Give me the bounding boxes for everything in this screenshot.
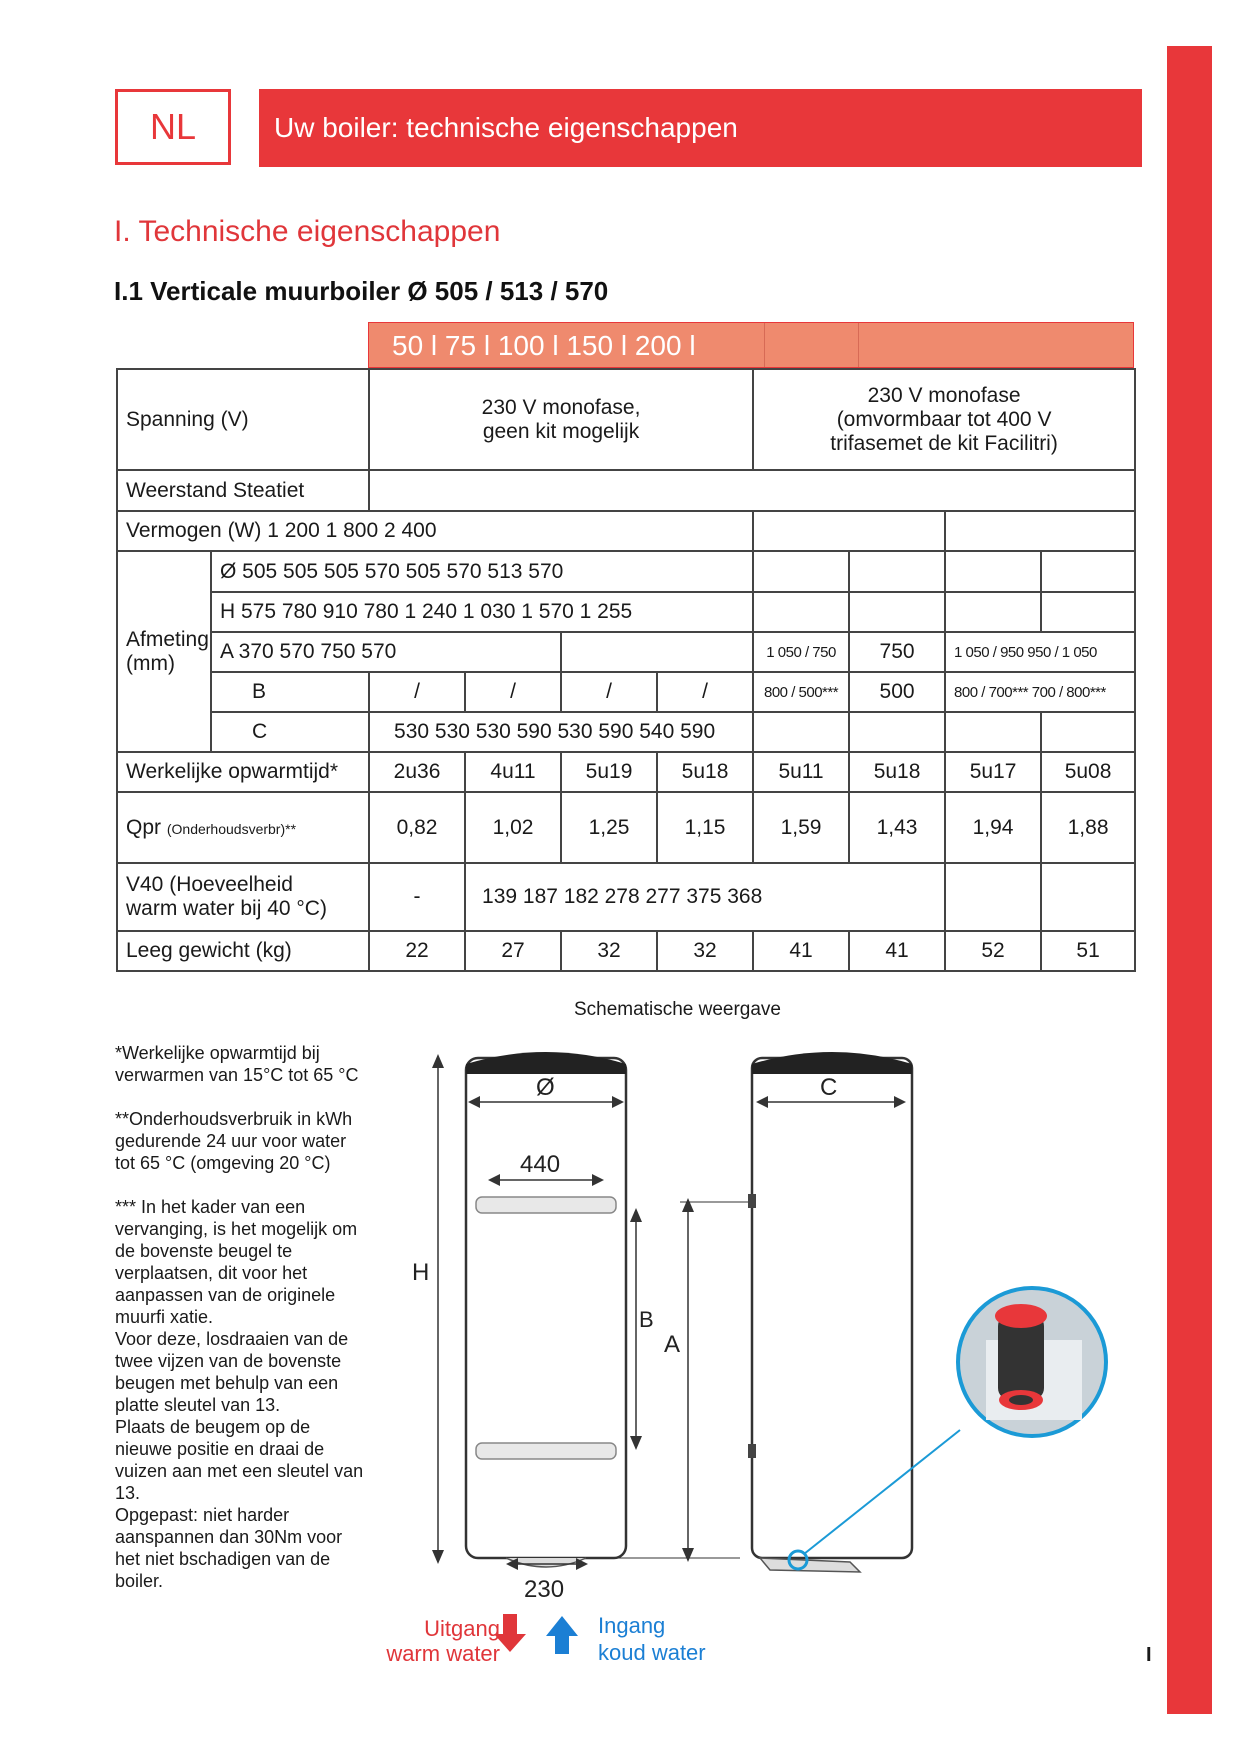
b-label: B [211, 672, 369, 712]
dimension-c: C [820, 1074, 838, 1101]
table-row [117, 792, 1135, 863]
afmeting-label [117, 551, 211, 752]
dimension-h: H [412, 1259, 430, 1286]
boiler-side-view [748, 1052, 912, 1572]
a-col5: 1 050 / 750 [753, 632, 849, 672]
dimension-230: 230 [524, 1576, 565, 1603]
boiler-diagram [380, 1040, 1140, 1660]
section-title: I. Technische eigenschappen [114, 215, 501, 248]
footnotes [115, 1042, 365, 1592]
specs-table [116, 368, 1136, 972]
afmeting-label-line: Afmeting [126, 627, 209, 651]
connector-zoom-detail [958, 1288, 1106, 1436]
opwarm-value: 5u18 [849, 752, 945, 792]
spanning-b-line: 230 V monofase [867, 383, 1021, 407]
boiler-front-view [466, 1052, 626, 1567]
inlet-label-line: Ingang [598, 1613, 666, 1638]
qpr-value: 0,82 [369, 792, 465, 863]
gewicht-label: Leeg gewicht (kg) [117, 931, 369, 971]
dimension-a: A [664, 1331, 681, 1358]
v40-label [117, 863, 369, 931]
spanning-b-line: trifasemet de kit Facilitri) [830, 431, 1058, 455]
table-row [117, 632, 1135, 672]
empty-cell [945, 551, 1041, 592]
dimension-diameter: Ø [536, 1074, 555, 1101]
page-header [259, 89, 1142, 167]
qpr-value: 1,94 [945, 792, 1041, 863]
afmeting-label-line: (mm) [126, 651, 175, 675]
table-row [117, 470, 1135, 511]
b-col78: 800 / 700*** 700 / 800*** [945, 672, 1135, 712]
dimension-440: 440 [520, 1151, 561, 1178]
empty-cell [1041, 551, 1135, 592]
empty-cell [1041, 863, 1135, 931]
qpr-value: 1,02 [465, 792, 561, 863]
gewicht-value: 41 [753, 931, 849, 971]
b-col5: 800 / 500*** [753, 672, 849, 712]
b-value: / [657, 672, 753, 712]
inlet-label-line: koud water [598, 1640, 706, 1665]
inlet-label [598, 1612, 706, 1666]
schema-title: Schematische weergave [574, 999, 781, 1020]
spanning-cell-b [753, 369, 1135, 470]
v40-row: 139 187 182 278 277 375 368 [465, 863, 945, 931]
empty-cell [849, 551, 945, 592]
qpr-label [117, 792, 369, 863]
opwarm-value: 5u18 [657, 752, 753, 792]
empty-cell [849, 712, 945, 752]
spanning-b-line: (omvormbaar tot 400 V [836, 407, 1052, 431]
language-label: NL [149, 106, 197, 147]
c-label: C [211, 712, 369, 752]
height-row: H 575 780 910 780 1 240 1 030 1 570 1 255 [211, 592, 753, 632]
empty-cell [945, 712, 1041, 752]
table-row [117, 592, 1135, 632]
spanning-a-line: geen kit mogelijk [482, 419, 640, 443]
empty-cell [1041, 712, 1135, 752]
footnote: Plaats de beugem op de nieuwe positie en draai de vuizen aan met een sleutel van 13. [115, 1417, 364, 1503]
a-col78: 1 050 / 950 950 / 1 050 [945, 632, 1135, 672]
outlet-label-line: warm water [386, 1641, 500, 1666]
gewicht-value: 51 [1041, 931, 1135, 971]
empty-cell [945, 592, 1041, 632]
empty-cell [561, 632, 753, 672]
header-title: Uw boiler: technische eigenschappen [274, 112, 738, 143]
b-value: / [561, 672, 657, 712]
opwarm-value: 5u17 [945, 752, 1041, 792]
empty-cell [1041, 592, 1135, 632]
opwarm-value: 4u11 [465, 752, 561, 792]
opwarm-value: 5u08 [1041, 752, 1135, 792]
diameter-row: Ø 505 505 505 570 505 570 513 570 [211, 551, 753, 592]
qpr-value: 1,15 [657, 792, 753, 863]
table-row [117, 511, 1135, 551]
qpr-value: 1,88 [1041, 792, 1135, 863]
qpr-label-main: Qpr [126, 815, 162, 839]
qpr-label-sub: (Onderhoudsverbr)** [166, 820, 297, 837]
gewicht-value: 32 [657, 931, 753, 971]
table-row [117, 551, 1135, 592]
outlet-label-line: Uitgang [424, 1616, 500, 1641]
qpr-value: 1,43 [849, 792, 945, 863]
empty-cell [753, 712, 849, 752]
v40-label-line: V40 (Hoeveelheid [126, 873, 293, 896]
side-accent-bar [1167, 46, 1212, 1714]
dimension-b: B [639, 1307, 654, 1332]
gewicht-value: 27 [465, 931, 561, 971]
qpr-value: 1,59 [753, 792, 849, 863]
empty-cell [849, 592, 945, 632]
v40-label-line: warm water bij 40 °C) [126, 897, 327, 920]
language-badge [115, 89, 231, 165]
b-value: / [369, 672, 465, 712]
gewicht-value: 22 [369, 931, 465, 971]
page-number: I [1146, 1644, 1152, 1666]
weerstand-label: Weerstand Steatiet [117, 470, 369, 511]
empty-cell [753, 551, 849, 592]
table-row [117, 712, 1135, 752]
a-col6: 750 [849, 632, 945, 672]
gewicht-value: 41 [849, 931, 945, 971]
spanning-label: Spanning (V) [117, 369, 369, 470]
table-row [117, 752, 1135, 792]
table-row [117, 931, 1135, 971]
table-row [117, 672, 1135, 712]
qpr-value: 1,25 [561, 792, 657, 863]
footnote: *Werkelijke opwarmtijd bij verwarmen van 15°C tot 65 °C [115, 1043, 359, 1085]
section-subtitle: I.1 Verticale muurboiler Ø 505 / 513 / 570 [114, 276, 609, 306]
outlet-label [370, 1616, 500, 1666]
table-row [117, 369, 1135, 470]
opwarm-value: 2u36 [369, 752, 465, 792]
arrow-up-icon [546, 1616, 578, 1654]
empty-cell [753, 592, 849, 632]
empty-cell [945, 511, 1135, 551]
vermogen-row: Vermogen (W) 1 200 1 800 2 400 [117, 511, 753, 551]
table-row [117, 863, 1135, 931]
opwarm-value: 5u19 [561, 752, 657, 792]
c-row: 530 530 530 590 530 590 540 590 [369, 712, 753, 752]
footnote: *** In het kader van een vervanging, is het mogelijk om de bovenste beugel te verplaatsen, dit voor het aanpassen van de originele muurfi xatie. [115, 1197, 358, 1327]
footnote: **Onderhoudsverbruik in kWh gedurende 24 uur voor water tot 65 °C (omgeving 20 °C) [115, 1109, 353, 1173]
gewicht-value: 32 [561, 931, 657, 971]
capacity-labels: 50 l 75 l 100 l 150 l 200 l [392, 330, 696, 361]
v40-first: - [369, 863, 465, 931]
footnote: Opgepast: niet harder aanspannen dan 30Nm voor het niet bschadigen van de boiler. [115, 1505, 343, 1591]
footnote: Voor deze, losdraaien van de twee vijzen van de bovenste beugen met behulp van een platte sleutel van 13. [115, 1329, 349, 1415]
b-value: / [465, 672, 561, 712]
empty-cell [945, 863, 1041, 931]
opwarm-label: Werkelijke opwarmtijd* [117, 752, 369, 792]
gewicht-value: 52 [945, 931, 1041, 971]
opwarm-value: 5u11 [753, 752, 849, 792]
spanning-a-line: 230 V monofase, [481, 395, 641, 419]
empty-cell [369, 470, 1135, 511]
b-col6: 500 [849, 672, 945, 712]
empty-cell [753, 511, 945, 551]
spanning-cell-a [369, 369, 753, 470]
a-row: A 370 570 750 570 [211, 632, 561, 672]
